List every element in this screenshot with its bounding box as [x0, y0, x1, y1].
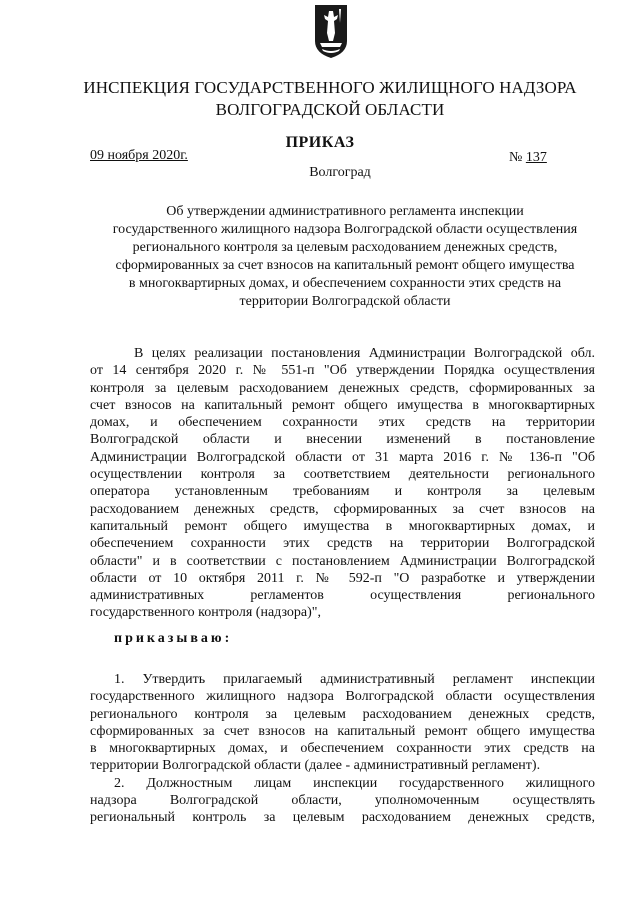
text-line: от 14 сентября 2020 г. № 551-п "Об утверждении Порядка осуществления — [90, 363, 595, 379]
text-line: В целях реализации постановления Администрации Волгоградской обл. — [134, 346, 595, 361]
text-line: сформированных за счет взносов на капитальный ремонт общего имущества — [90, 723, 595, 739]
document-type: ПРИКАЗ — [285, 134, 355, 151]
text-line: в многоквартирных домах, и обеспечением сохранности этих средств на — [90, 741, 595, 757]
text-line: Волгоградской области и внесении изменений в постановление — [90, 432, 595, 448]
city: Волгоград — [309, 165, 371, 180]
text-line: счет взносов на капитальный ремонт общего имущества в многоквартирных — [90, 397, 595, 413]
order-subject — [90, 203, 600, 311]
text-line: государственного контроля (надзора)", — [90, 605, 321, 621]
order-date: 09 ноября 2020г. — [90, 148, 188, 163]
organization-name — [60, 77, 600, 121]
text-line: области от 10 октября 2011 г. № 592-п "О разработке и утверждении — [90, 570, 595, 586]
text-line: региональный контроль за целевым расходованием денежных средств, — [90, 810, 595, 826]
text-line: домах, и обеспечением сохранности этих средств на территории — [90, 415, 595, 431]
number-prefix: № — [509, 150, 523, 165]
text-line: Администрации Волгоградской области от 31 марта 2016 г. № 136-п "Об — [90, 449, 595, 465]
org-line-2: ВОЛГОГРАДСКОЙ ОБЛАСТИ — [215, 100, 445, 119]
text-line: расходованием денежных средств, сформированных за счет взносов на — [90, 501, 595, 517]
subject-line: в многоквартирных домах, и обеспечением сохранности этих средств на — [128, 276, 562, 291]
subject-line: территории Волгоградской области — [239, 294, 451, 309]
subject-line: государственного жилищного надзора Волгоградской области осуществления — [112, 222, 578, 237]
text-line: территории Волгоградской области (далее - административный регламент). — [90, 758, 541, 774]
preamble-paragraph — [90, 345, 595, 622]
text-line: контроля за целевым расходованием денежных средств, сформированных за — [90, 380, 595, 396]
text-line: надзора Волгоградской области, уполномоченным осуществлять — [90, 793, 595, 809]
text-line: капитальный ремонт общего имущества в многоквартирных домах, и — [90, 518, 595, 534]
text-line: 1. Утвердить прилагаемый административный регламент инспекции — [114, 672, 595, 687]
text-line: обеспечением сохранности этих средств на территории Волгоградской — [90, 536, 595, 552]
order-number — [509, 150, 547, 166]
subject-line: сформированных за счет взносов на капитальный ремонт общего имущества — [115, 258, 575, 273]
number-value: 137 — [525, 150, 547, 165]
text-line: регионального контроля за целевым расходованием денежных средств, — [90, 706, 595, 722]
coat-of-arms-icon — [313, 3, 349, 59]
text-line: административных регламентов осуществления регионального — [90, 588, 595, 604]
text-line: осуществлении контроля за соответствием деятельности регионального — [90, 467, 595, 483]
org-line-1: ИНСПЕКЦИЯ ГОСУДАРСТВЕННОГО ЖИЛИЩНОГО НАДЗОРА — [83, 78, 577, 97]
decree-word: приказываю: — [114, 631, 233, 646]
subject-line: регионального контроля за целевым расходованием денежных средств, — [132, 240, 558, 255]
order-items — [90, 671, 595, 827]
text-line: оператора установленным требованиям и контроля за целевым — [90, 484, 595, 500]
text-line: государственного жилищного надзора Волгоградской области осуществления — [90, 689, 595, 705]
text-line: области" и в соответствии с постановлением Администрации Волгоградской — [90, 553, 595, 569]
text-line: 2. Должностным лицам инспекции государственного жилищного — [114, 775, 595, 791]
subject-line: Об утверждении административного регламента инспекции — [166, 204, 524, 219]
